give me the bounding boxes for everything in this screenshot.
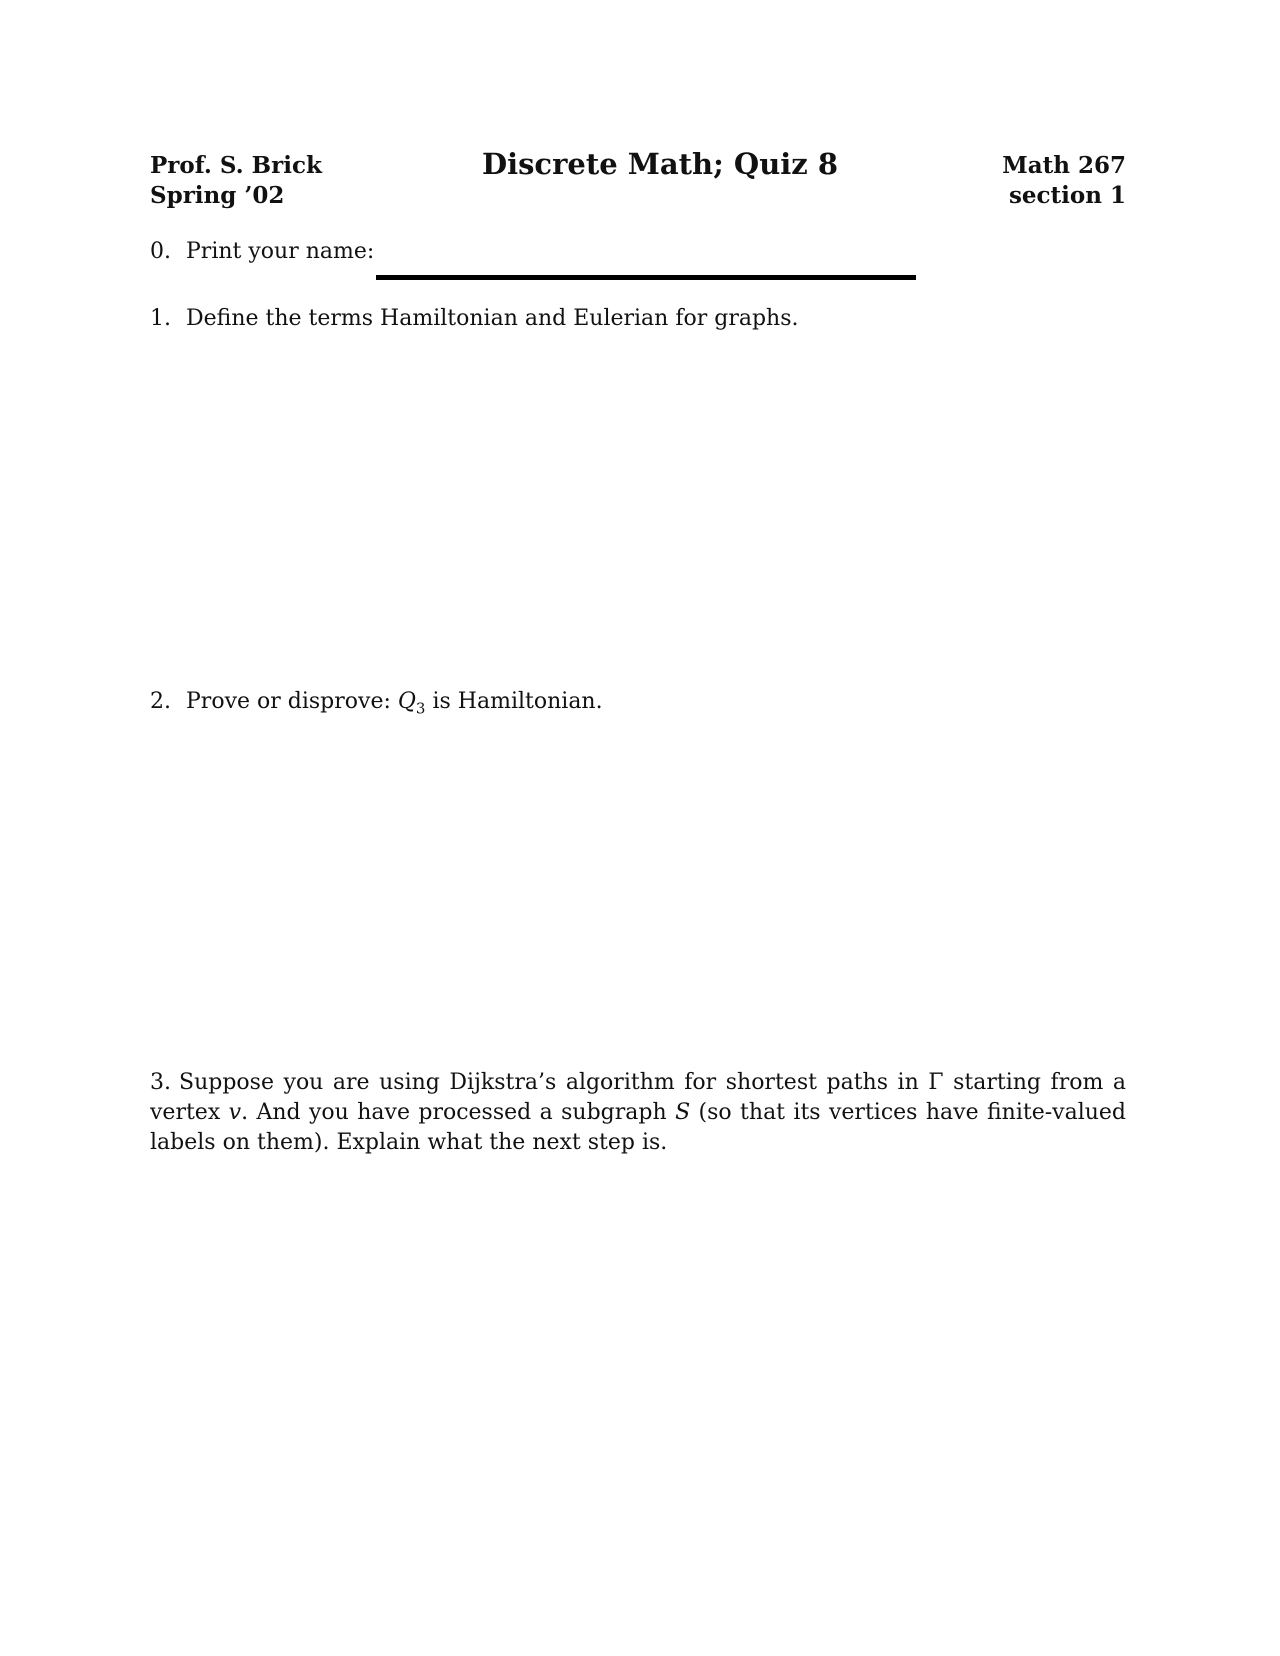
question-3 xyxy=(150,1068,1126,1158)
question-number: 1. xyxy=(150,306,171,331)
question-2 xyxy=(150,687,1126,723)
question-text-post: is Hamiltonian. xyxy=(432,689,603,714)
question-1 xyxy=(150,304,1126,334)
math-q: $Q_3$ xyxy=(397,689,426,718)
question-text-part3: (so that its vertices have finite-valued labels on them). Explain what the next step is. xyxy=(150,1100,1127,1155)
section-number: section 1 xyxy=(1008,182,1126,209)
question-text-part1: Suppose you are using Dijkstra’s algorithm for shortest paths in Γ starting from a vertex xyxy=(150,1070,1126,1125)
question-text-pre: Prove or disprove: xyxy=(186,689,391,714)
question-text-part2: . And you have processed a subgraph xyxy=(241,1100,667,1125)
math-v: v xyxy=(228,1100,242,1125)
term: Spring ’02 xyxy=(150,182,285,209)
question-0 xyxy=(150,237,1126,267)
question-text: Print your name: xyxy=(186,239,375,264)
question-number: 3. xyxy=(150,1070,171,1095)
page-title: Discrete Math; Quiz 8 xyxy=(481,147,839,181)
header-right xyxy=(1002,151,1126,211)
math-s: S xyxy=(675,1100,691,1125)
question-number: 0. xyxy=(150,239,171,264)
course-number: Math 267 xyxy=(1002,152,1126,179)
question-number: 2. xyxy=(150,689,171,714)
name-answer-line[interactable] xyxy=(376,275,916,280)
instructor-name: Prof. S. Brick xyxy=(150,152,322,179)
question-text: Define the terms Hamiltonian and Eulerian for graphs. xyxy=(186,306,799,331)
